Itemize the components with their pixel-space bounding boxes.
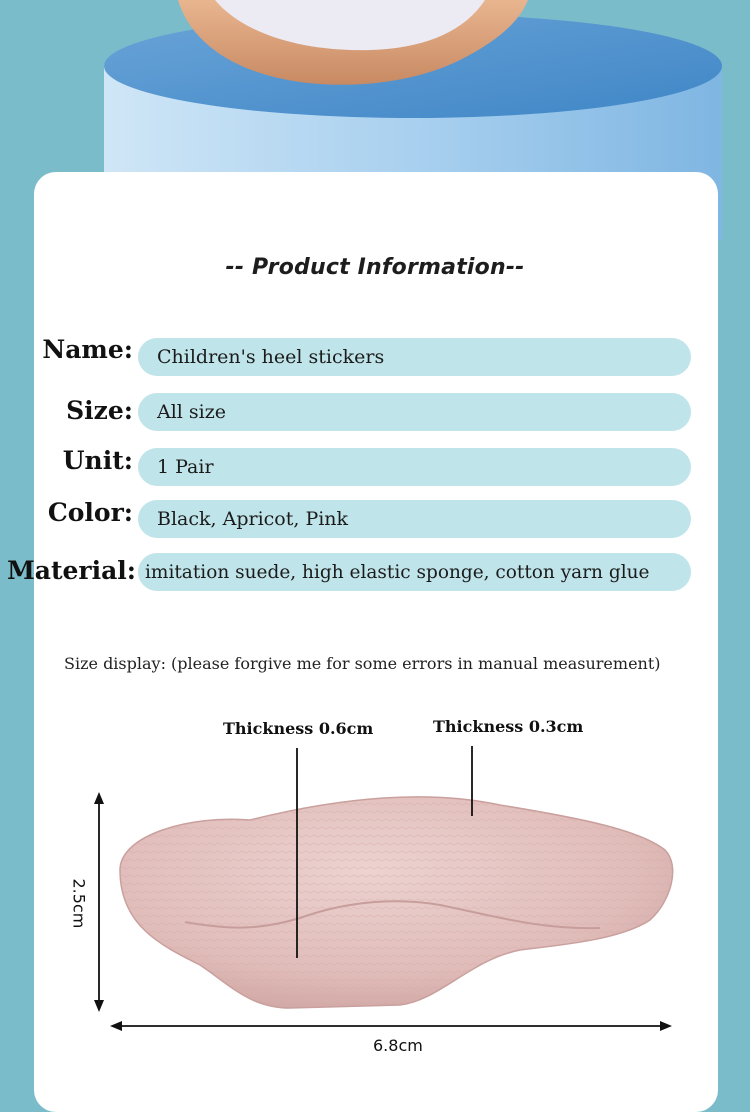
thickness-left-label: Thickness 0.6cm (223, 719, 374, 738)
spec-label-name: Name: (42, 335, 133, 364)
spec-value-material: imitation suede, high elastic sponge, cotton yarn glue (138, 553, 691, 591)
heel-pad-image (120, 797, 673, 1008)
thickness-right-label: Thickness 0.3cm (433, 717, 584, 736)
spec-value-unit: 1 Pair (138, 448, 691, 486)
spec-label-unit: Unit: (62, 446, 133, 475)
spec-value-name: Children's heel stickers (138, 338, 691, 376)
spec-label-color: Color: (47, 498, 133, 527)
spec-label-material: Material: (7, 556, 136, 585)
size-display-note: Size display: (please forgive me for some errors in manual measurement) (64, 654, 661, 673)
height-dimension-arrow (94, 792, 104, 1012)
section-title: -- Product Information-- (225, 255, 525, 280)
width-label: 6.8cm (373, 1036, 423, 1055)
spec-value-size: All size (138, 393, 691, 431)
spec-label-size: Size: (66, 396, 133, 425)
width-dimension-arrow (110, 1021, 672, 1031)
height-label: 2.5cm (69, 878, 89, 929)
spec-value-color: Black, Apricot, Pink (138, 500, 691, 538)
